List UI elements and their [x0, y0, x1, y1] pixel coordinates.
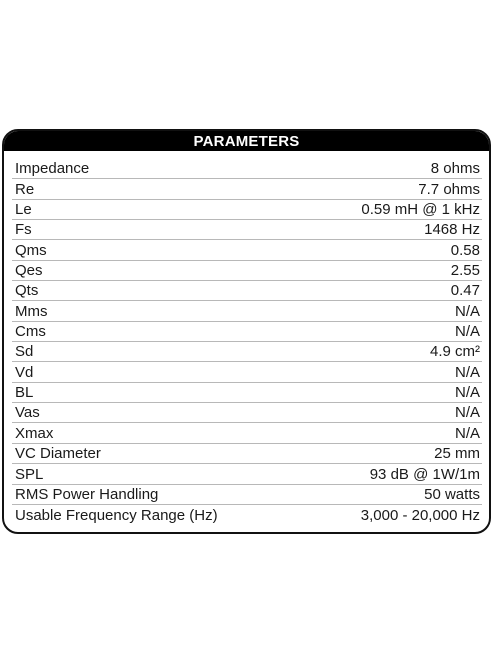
param-value: 50 watts: [424, 485, 480, 503]
param-name: Qms: [15, 241, 47, 259]
table-row: [12, 322, 482, 342]
param-name: BL: [15, 384, 34, 402]
param-value: 4.9 cm²: [429, 343, 480, 361]
param-name: Usable Frequency Range (Hz): [15, 507, 218, 525]
param-value: N/A: [454, 384, 480, 402]
table-row: [12, 200, 482, 220]
table-row: [12, 362, 482, 382]
table-row: [12, 301, 482, 321]
table-row: [12, 464, 482, 484]
param-value: N/A: [454, 323, 480, 341]
table-row: [12, 505, 482, 525]
table-row: [12, 261, 482, 281]
param-value: 0.47: [450, 282, 480, 300]
parameters-title: PARAMETERS: [4, 131, 489, 151]
param-name: Cms: [15, 323, 46, 341]
param-name: Fs: [15, 221, 32, 239]
table-row: [12, 444, 482, 464]
parameters-rows: [12, 159, 482, 525]
param-value: 25 mm: [434, 445, 480, 463]
param-value: 2.55: [450, 262, 480, 280]
param-name: Impedance: [15, 160, 90, 178]
parameters-table: [2, 129, 491, 534]
param-value: N/A: [454, 302, 480, 320]
table-row: [12, 403, 482, 423]
param-value: 0.58: [450, 241, 480, 259]
param-value: 8 ohms: [430, 160, 480, 178]
param-value: 7.7 ohms: [418, 180, 480, 198]
param-value: N/A: [454, 363, 480, 381]
table-row: [12, 240, 482, 260]
param-value: 1468 Hz: [424, 221, 480, 239]
param-value: 93 dB @ 1W/1m: [369, 465, 480, 483]
table-row: [12, 342, 482, 362]
param-name: VC Diameter: [15, 445, 101, 463]
param-name: Re: [15, 180, 35, 198]
param-value: N/A: [454, 424, 480, 442]
param-value: 0.59 mH @ 1 kHz: [361, 201, 480, 219]
param-name: Qes: [15, 262, 43, 280]
table-row: [12, 423, 482, 443]
table-row: [12, 179, 482, 199]
param-name: RMS Power Handling: [15, 485, 159, 503]
param-name: Xmax: [15, 424, 54, 442]
param-name: Le: [15, 201, 32, 219]
param-name: Sd: [15, 343, 34, 361]
param-name: Qts: [15, 282, 39, 300]
table-row: [12, 485, 482, 505]
param-value: 3,000 - 20,000 Hz: [360, 507, 480, 525]
param-name: Vas: [15, 404, 40, 422]
table-row: [12, 220, 482, 240]
param-value: N/A: [454, 404, 480, 422]
param-name: SPL: [15, 465, 44, 483]
table-row: [12, 159, 482, 179]
param-name: Vd: [15, 363, 34, 381]
table-row: [12, 383, 482, 403]
param-name: Mms: [15, 302, 48, 320]
table-row: [12, 281, 482, 301]
